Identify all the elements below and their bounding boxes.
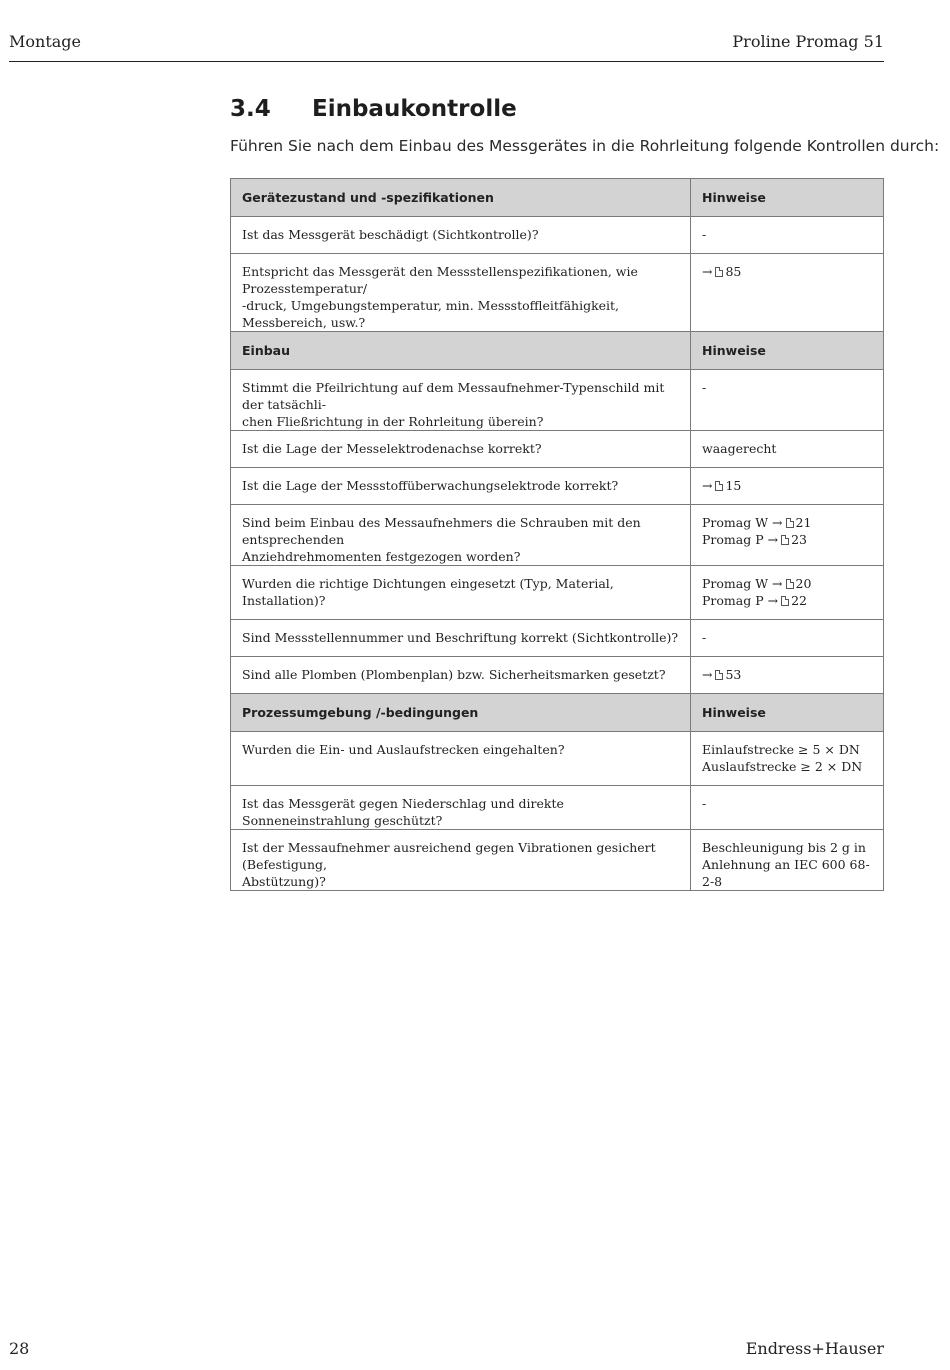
page-reference-icon [715, 670, 723, 680]
group-header-row [231, 332, 884, 370]
note-prefix: Promag W [702, 515, 773, 530]
check-text-line: Anziehdrehmomenten festgezogen worden? [242, 549, 521, 564]
arrow-icon: → [767, 593, 779, 608]
table-row [231, 657, 884, 694]
section-number: 3.4 [230, 96, 271, 122]
page-reference-number: 20 [795, 576, 812, 591]
note-line [702, 531, 872, 548]
group-heading: Prozessumgebung /-bedingungen [231, 694, 691, 732]
check-text-line: Ist die Lage der Messstoffüberwachungselektrode korrekt? [242, 478, 619, 493]
group-heading: Einbau [231, 332, 691, 370]
check-notes [691, 431, 884, 468]
page-reference-number: 23 [791, 532, 807, 547]
check-text-line: Wurden die Ein- und Auslaufstrecken eingehalten? [242, 742, 565, 757]
check-question [231, 254, 691, 332]
check-notes [691, 505, 884, 566]
arrow-icon: → [767, 532, 779, 547]
notes-heading: Hinweise [691, 332, 884, 370]
note-prefix: Promag W [702, 576, 773, 591]
note-line: Beschleunigung bis 2 g in [702, 840, 866, 855]
table-row [231, 505, 884, 566]
note-line: Auslaufstrecke ≥ 2 × DN [702, 759, 863, 774]
table-row [231, 566, 884, 620]
table-row [231, 830, 884, 891]
page-reference-number: 15 [725, 478, 742, 493]
product-name: Proline Promag 51 [732, 32, 884, 51]
note-line [702, 592, 872, 609]
page-reference-icon [715, 481, 723, 491]
page-reference-number: 53 [725, 667, 742, 682]
note-line: waagerecht [702, 441, 777, 456]
note-prefix: Promag P [702, 532, 768, 547]
check-text-line: Entspricht das Messgerät den Messstellenspezifikationen, wie Prozesstemperatur/ [242, 264, 638, 296]
table-row [231, 468, 884, 505]
group-header-row [231, 694, 884, 732]
page-reference-number: 22 [791, 593, 807, 608]
page-header [9, 30, 884, 62]
note-line: Anlehnung an IEC 600 68-2-8 [702, 857, 870, 889]
check-question [231, 431, 691, 468]
note-line: - [702, 796, 707, 811]
table-row [231, 620, 884, 657]
check-question [231, 468, 691, 505]
check-question [231, 505, 691, 566]
note-line: - [702, 227, 707, 242]
note-prefix: Promag P [702, 593, 768, 608]
section-heading [230, 96, 517, 122]
page-reference-number: 21 [795, 515, 812, 530]
table-row [231, 370, 884, 431]
check-notes [691, 830, 884, 891]
intro-text: Führen Sie nach dem Einbau des Messgerätes in die Rohrleitung folgende Kontrollen durch: [230, 137, 940, 155]
check-text-line: -druck, Umgebungstemperatur, min. Messstoffleitfähigkeit, Messbereich, usw.? [242, 298, 620, 330]
check-text-line: Sind Messstellennummer und Beschriftung korrekt (Sichtkontrolle)? [242, 630, 679, 645]
page-reference-number: 85 [725, 264, 742, 279]
chapter-name: Montage [9, 32, 81, 51]
arrow-icon: → [702, 667, 713, 682]
note-line [702, 575, 872, 592]
notes-heading: Hinweise [691, 179, 884, 217]
check-question [231, 657, 691, 694]
check-question [231, 566, 691, 620]
section-title: Einbaukontrolle [312, 96, 517, 122]
arrow-icon: → [772, 515, 783, 530]
group-heading: Gerätezustand und -spezifikationen [231, 179, 691, 217]
check-notes [691, 566, 884, 620]
check-text-line: Sind alle Plomben (Plombenplan) bzw. Sicherheitsmarken gesetzt? [242, 667, 666, 682]
arrow-icon: → [772, 576, 783, 591]
check-notes [691, 620, 884, 657]
check-text-line: chen Fließrichtung in der Rohrleitung überein? [242, 414, 544, 429]
note-line [702, 514, 872, 531]
check-text-line: Ist das Messgerät gegen Niederschlag und direkte Sonneneinstrahlung geschützt? [242, 796, 564, 828]
table-row [231, 732, 884, 786]
table-row [231, 786, 884, 830]
table-row [231, 254, 884, 332]
check-text-line: Abstützung)? [242, 874, 326, 889]
note-line: - [702, 380, 707, 395]
check-notes [691, 732, 884, 786]
check-question [231, 217, 691, 254]
check-text-line: Ist die Lage der Messelektrodenachse korrekt? [242, 441, 542, 456]
check-text-line: Wurden die richtige Dichtungen eingesetzt (Typ, Material, Installation)? [242, 576, 614, 608]
check-text-line: Stimmt die Pfeilrichtung auf dem Messaufnehmer-Typenschild mit der tatsächli- [242, 380, 665, 412]
check-notes [691, 370, 884, 431]
table-row [231, 217, 884, 254]
note-line [702, 666, 872, 683]
check-text-line: Sind beim Einbau des Messaufnehmers die Schrauben mit den entsprechenden [242, 515, 641, 547]
check-text-line: Ist das Messgerät beschädigt (Sichtkontrolle)? [242, 227, 539, 242]
notes-heading: Hinweise [691, 694, 884, 732]
check-question [231, 830, 691, 891]
brand-name: Endress+Hauser [745, 1339, 884, 1358]
arrow-icon: → [702, 264, 713, 279]
check-notes [691, 786, 884, 830]
page-number: 28 [9, 1339, 30, 1358]
page-reference-icon [781, 535, 789, 545]
note-line [702, 477, 872, 494]
table-row [231, 431, 884, 468]
check-question [231, 732, 691, 786]
page-reference-icon [786, 518, 794, 528]
note-line: - [702, 630, 707, 645]
note-line: Einlaufstrecke ≥ 5 × DN [702, 742, 860, 757]
check-notes [691, 254, 884, 332]
page-reference-icon [715, 267, 723, 277]
note-line [702, 263, 872, 280]
check-notes [691, 468, 884, 505]
check-question [231, 786, 691, 830]
page-reference-icon [781, 596, 789, 606]
check-text-line: Ist der Messaufnehmer ausreichend gegen Vibrationen gesichert (Befestigung, [242, 840, 656, 872]
check-notes [691, 217, 884, 254]
page-reference-icon [786, 579, 794, 589]
check-question [231, 620, 691, 657]
check-notes [691, 657, 884, 694]
installation-checklist-table [230, 178, 884, 891]
check-question [231, 370, 691, 431]
arrow-icon: → [702, 478, 713, 493]
group-header-row [231, 179, 884, 217]
